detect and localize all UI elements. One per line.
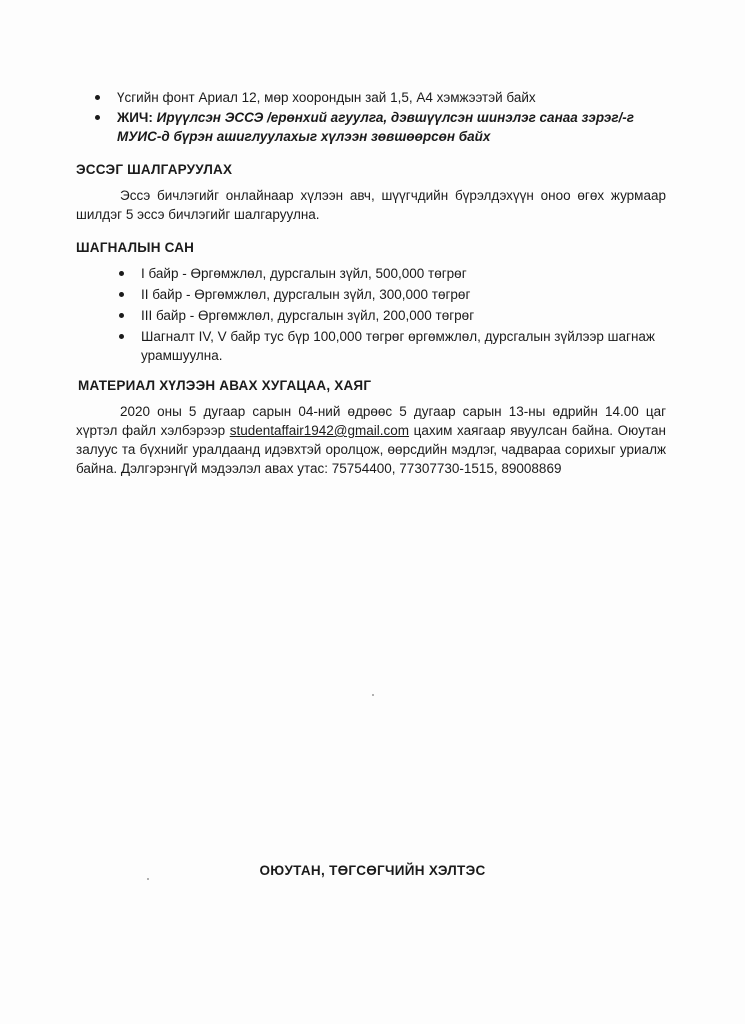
department-signature: ОЮУТАН, ТӨГСӨГЧИЙН ХЭЛТЭС [259,863,486,878]
list-item [117,88,657,107]
requirement-font: Үсгийн фонт Ариал 12, мөр хоорондын зай 1,5, А4 хэмжээтэй байх [117,90,536,105]
selection-paragraph: Эссэ бичлэгийг онлайнаар хүлээн авч, шүүгчдийн бүрэлдэхүүн оноо өгөх журмаар шилдэг 5 эссэ бичлэгийг шалгаруулна. [76,188,666,222]
bullet-icon [119,313,124,318]
bullet-icon [95,95,100,100]
submission-paragraph [76,402,666,478]
prizes-list [141,264,661,367]
list-item [141,306,661,325]
email-link[interactable]: studentaffair1942@gmail.com [229,423,410,438]
note-label: ЖИЧ: [117,110,153,125]
list-item [141,264,661,283]
submission-text-before: 2020 оны 5 дугаар сарын 04-ний өдрөөс 5 дугаар сарын 13-ны өдрийн 14.00 цаг хүртэл файл хэлбэрээр [76,404,666,438]
prize-second: II байр - Өргөмжлөл, дурсгалын зүйл, 300,000 төгрөг [141,287,471,302]
prize-first: I байр - Өргөмжлөл, дурсгалын зүйл, 500,000 төгрөг [141,266,467,281]
scan-speck [147,878,149,880]
note-text [117,110,634,144]
list-item [141,327,661,365]
requirements-list [117,88,657,147]
submission-text-after: цахим хаягаар явуулсан байна. Оюутан залуус та бүхнийг уралдаанд идэвхтэй оролцож, өөрсдийн мэдлэг, чадвараа сорихыг уриалж байна. Дэлгэрэнгүй мэдээлэл авах утас: 75754400, 77307730-1515, 89008869 [76,423,666,476]
prizes-heading: ШАГНАЛЫН САН [76,240,195,255]
prize-third: III байр - Өргөмжлөл, дурсгалын зүйл, 200,000 төгрөг [141,308,475,323]
note-body: Ирүүлсэн ЭССЭ /ерөнхий агуулга, дэвшүүлсэн шинэлэг санаа зэрэг/-г МУИС-д бүрэн ашиглуулахыг хүлээн зөвшөөрсөн байх [117,110,635,144]
bullet-icon [119,271,124,276]
list-item [141,285,661,304]
selection-heading: ЭССЭГ ШАЛГАРУУЛАХ [76,162,233,177]
bullet-icon [119,292,124,297]
submission-heading: МАТЕРИАЛ ХҮЛЭЭН АВАХ ХУГАЦАА, ХАЯГ [78,378,372,393]
scan-speck [372,694,374,696]
bullet-icon [119,334,124,339]
prize-honorable: Шагналт IV, V байр тус бүр 100,000 төгрөг өргөмжлөл, дурсгалын зүйлээр шагнаж урамшуулна. [141,329,655,363]
list-item-note [117,108,657,146]
bullet-icon [95,115,100,120]
